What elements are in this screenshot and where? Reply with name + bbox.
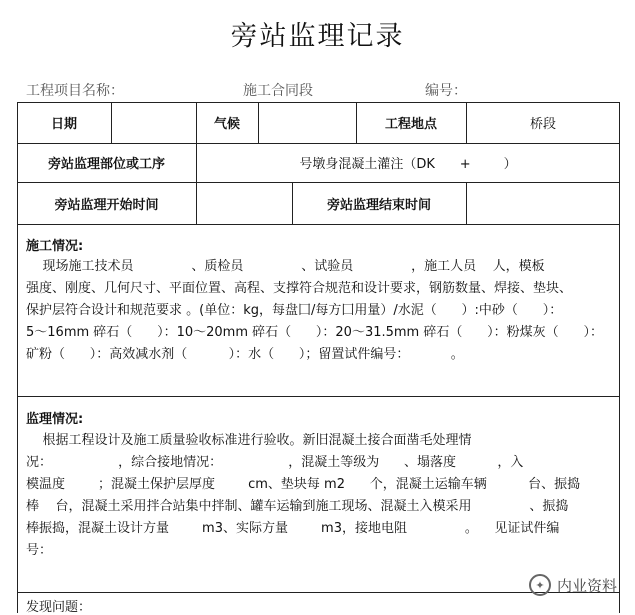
construction-text bbox=[26, 256, 618, 366]
construction-line: 强度、刚度、几何尺寸、平面位置、高程、支撑符合规范和设计要求，钢筋数量、焊接、垫块、 bbox=[26, 281, 573, 296]
construction-line: 矿粉（ ）：高效减水剂（ ）：水（ ）；留置试件编号： 。 bbox=[26, 347, 464, 362]
start-time-field[interactable] bbox=[196, 182, 292, 224]
location-label: 工程地点 bbox=[384, 117, 437, 132]
location-value: 桥段 bbox=[529, 117, 556, 132]
construction-line: 保护层符合设计和规范要求 。(单位：kg，每盘囗/每方囗用量）/水泥（ ）:中砂（ ）： bbox=[26, 303, 563, 318]
watermark-text: 内业资料 bbox=[556, 576, 617, 595]
supervision-line: 棒振捣，混凝土设计方量 m3、实际方量 m3，接地电阻 。 见证试件编 bbox=[26, 521, 560, 536]
weather-label: 气候 bbox=[213, 117, 240, 132]
supervision-line: 号： bbox=[26, 543, 53, 558]
contract-label: 施工合同段 bbox=[243, 83, 313, 99]
construction-line: 5～16mm 碎石（ ）：10～20mm 碎石（ ）：20～31.5mm 碎石（ ）：粉煤灰（ ）： bbox=[26, 325, 603, 340]
supervision-line: 模温度 ；混凝土保护层厚度 cm、垫块每 m2 个，混凝土运输车辆 台、振捣 bbox=[26, 477, 581, 492]
construction-title: 施工情况: bbox=[26, 239, 84, 254]
problems-title: 发现问题： bbox=[26, 600, 92, 615]
date-field[interactable] bbox=[111, 102, 196, 143]
weather-field[interactable] bbox=[258, 102, 356, 143]
position-label: 旁站监理部位或工序 bbox=[47, 157, 165, 172]
position-value: 号墩身混凝土灌注（DK + ） bbox=[299, 157, 517, 172]
date-label: 日期 bbox=[50, 117, 77, 132]
supervision-text bbox=[26, 430, 618, 562]
end-time-label: 旁站监理结束时间 bbox=[326, 197, 431, 213]
construction-line: 现场施工技术员 、质检员 、试验员 ，施工人员 人，模板 bbox=[26, 259, 545, 274]
end-time-field[interactable] bbox=[466, 182, 620, 224]
supervision-line: 根据工程设计及施工质量验收标准进行验收。新旧混凝土接合面凿毛处理情 bbox=[26, 433, 472, 448]
page-title: 旁站监理记录 bbox=[230, 21, 405, 52]
watermark bbox=[529, 574, 617, 596]
supervision-line: 棒 台，混凝土采用拌合站集中拌制、罐车运输到施工现场、混凝土入模采用 、振捣 bbox=[26, 499, 569, 514]
chat-bubble-icon: ✦ bbox=[529, 574, 551, 596]
supervision-title: 监理情况: bbox=[26, 412, 84, 427]
start-time-label: 旁站监理开始时间 bbox=[54, 197, 159, 213]
project-name-label: 工程项目名称： bbox=[26, 83, 124, 99]
number-label: 编号： bbox=[425, 83, 467, 99]
supervision-line: 况： ，综合接地情况： ，混凝土等级为 、塌落度 ，入 bbox=[26, 455, 524, 470]
